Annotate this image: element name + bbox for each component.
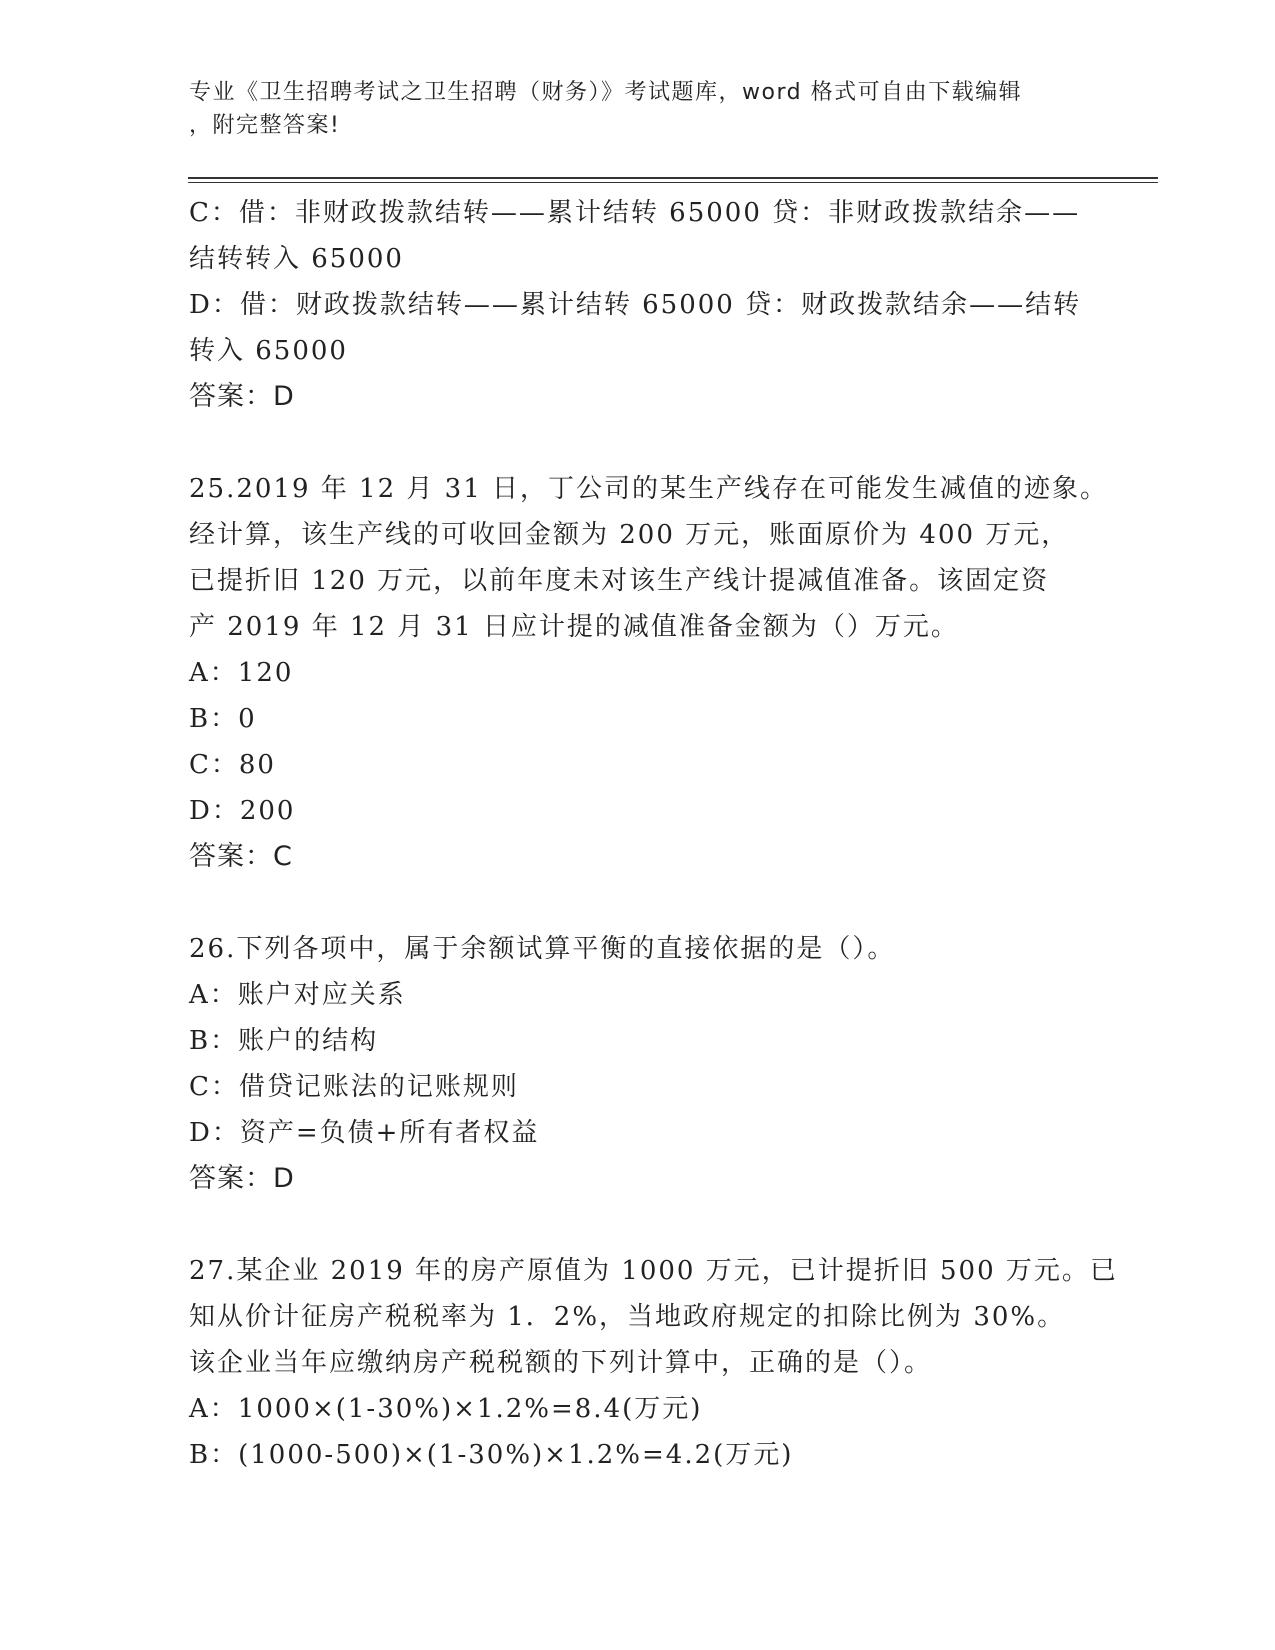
option-d: D：200 [189,796,296,826]
spacer [189,880,1079,926]
option-a: A：120 [189,658,294,688]
option-d: D：资产=负债+所有者权益 [189,1118,540,1148]
question-block-25 [189,466,1109,880]
question-stem-line-1: 27.某企业 2019 年的房产原值为 1000 万元，已计提折旧 500 万元。已 [189,1256,1118,1286]
question-block-27 [189,1248,1118,1478]
document-header [189,76,1089,142]
question-stem-line-3: 该企业当年应缴纳房产税税额的下列计算中，正确的是（）。 [189,1348,933,1378]
answer: 答案：D [189,1163,295,1194]
header-divider-thick [188,177,1158,179]
question-stem-line-1: 25.2019 年 12 月 31 日，丁公司的某生产线存在可能发生减值的迹象。 [189,474,1109,504]
option-c: C：80 [189,750,276,780]
option-b: B：(1000-500)×(1-30%)×1.2%=4.2(万元) [189,1440,794,1470]
option-a: A：1000×(1-30%)×1.2%=8.4(万元) [189,1394,703,1424]
option-c-line-2: 结转转入 65000 [189,244,404,274]
header-title-line-1: 专业《卫生招聘考试之卫生招聘（财务）》考试题库，word 格式可自由下载编辑 [189,80,1023,105]
header-divider-thin [188,182,1158,183]
answer: 答案：C [189,841,293,872]
spacer [189,420,1079,466]
question-stem-line-2: 经计算，该生产线的可收回金额为 200 万元，账面原价为 400 万元， [189,520,1070,550]
option-a: A：账户对应关系 [189,980,406,1010]
option-d-line-1: D：借：财政拨款结转——累计结转 65000 贷：财政拨款结余——结转 [189,290,1082,320]
option-d-line-2: 转入 65000 [189,336,348,366]
spacer [189,1202,1079,1248]
question-stem-line-3: 已提折旧 120 万元，以前年度未对该生产线计提减值准备。该固定资 [189,566,1050,596]
question-stem-line-4: 产 2019 年 12 月 31 日应计提的减值准备金额为（）万元。 [189,612,959,642]
question-stem: 26.下列各项中，属于余额试算平衡的直接依据的是（）。 [189,934,896,964]
header-title-line-2: ，附完整答案! [189,113,341,138]
question-list [189,190,1118,1478]
answer: 答案：D [189,381,295,412]
question-stem-line-2: 知从价计征房产税税率为 1．2%，当地政府规定的扣除比例为 30%。 [189,1302,1066,1332]
question-block-24 [189,190,1082,420]
option-b: B：0 [189,704,257,734]
option-c: C：借贷记账法的记账规则 [189,1072,519,1102]
option-b: B：账户的结构 [189,1026,379,1056]
option-c-line-1: C：借：非财政拨款结转——累计结转 65000 贷：非财政拨款结余—— [189,198,1081,228]
question-block-26 [189,926,1079,1202]
